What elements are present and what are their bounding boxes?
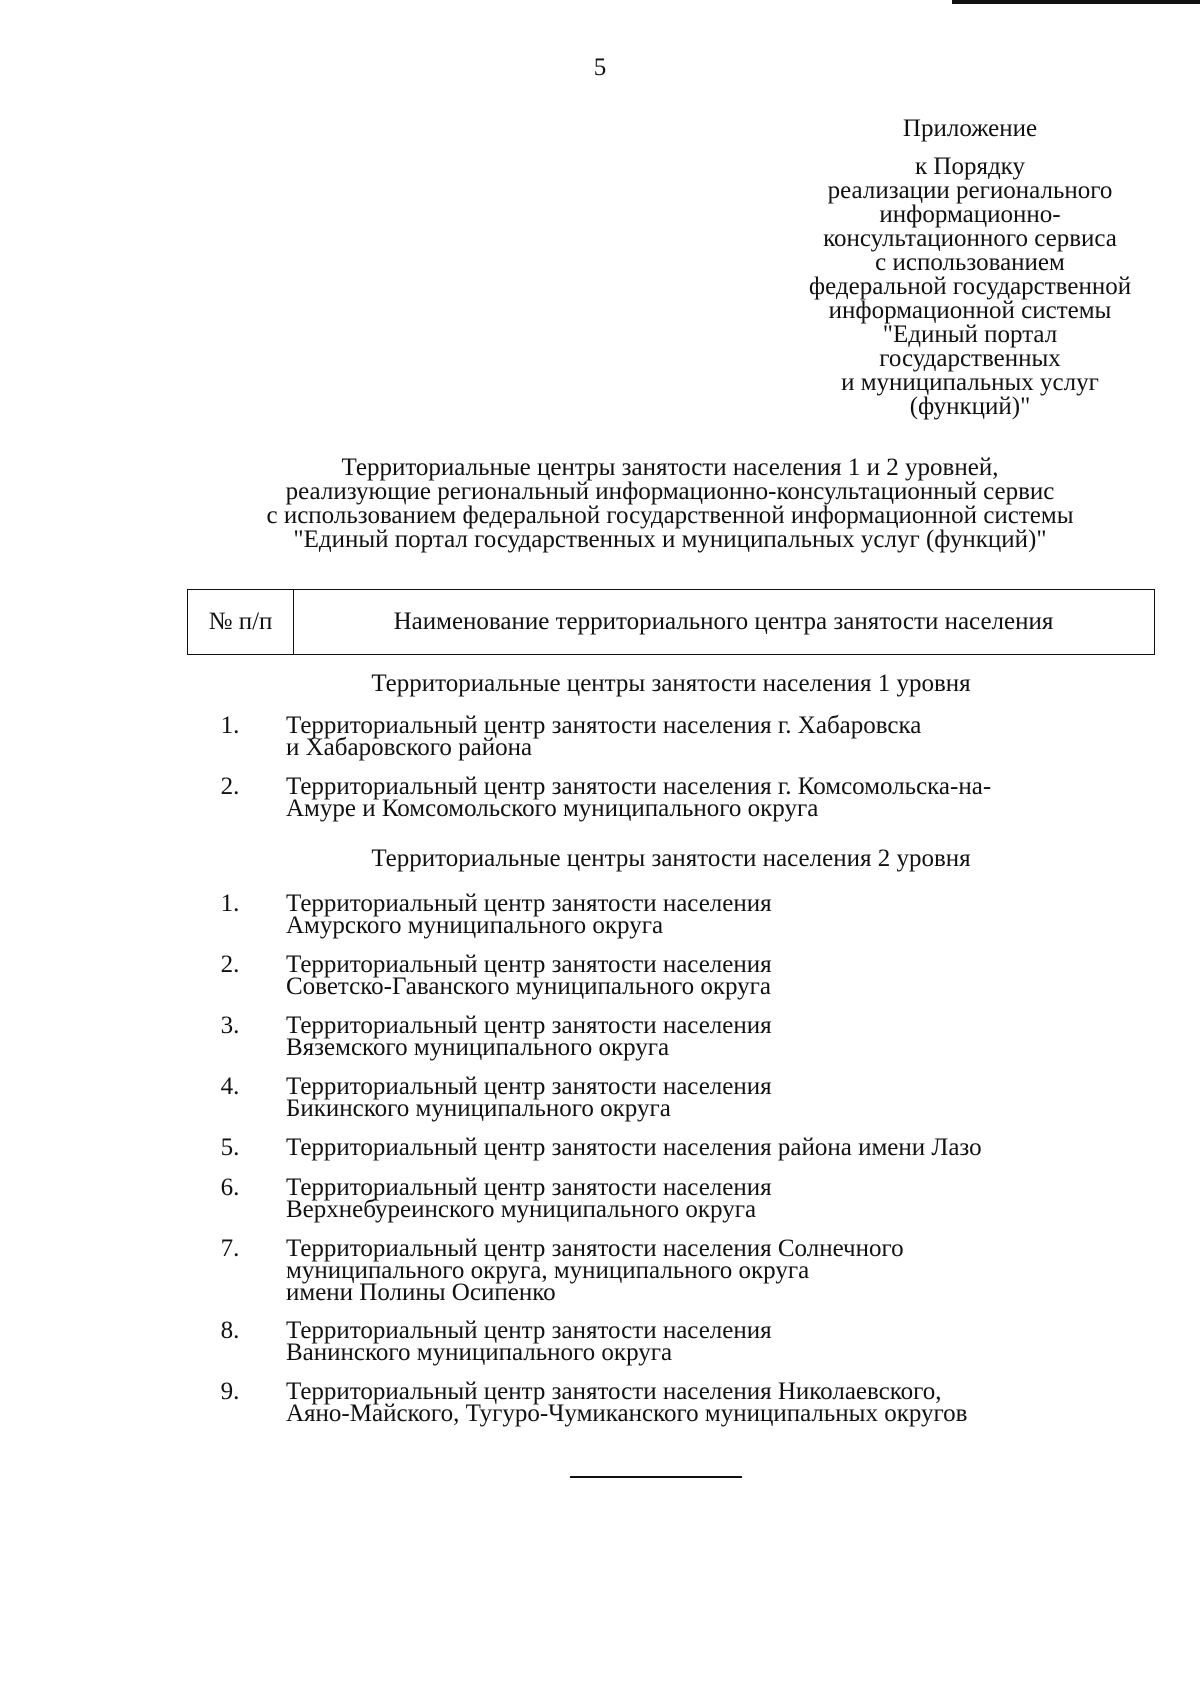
item-line: Территориальный центр занятости населения <box>286 1012 772 1039</box>
item-text <box>286 1378 1146 1427</box>
item-text <box>286 1235 1146 1306</box>
annex-line: к Порядку <box>915 153 1025 180</box>
annex-line: консультационного сервиса <box>823 225 1117 252</box>
item-line: Территориальный центр занятости населения <box>286 890 772 917</box>
item-line: Ванинского муниципального округа <box>286 1339 673 1366</box>
item-text <box>286 1073 1146 1122</box>
item-text <box>286 773 1146 822</box>
item-number: 2. <box>220 773 240 800</box>
annex-block <box>780 117 1160 419</box>
table-header <box>187 589 1155 655</box>
item-line: Территориальный центр занятости населения <box>286 1174 772 1201</box>
item-text <box>286 1012 1146 1061</box>
annex-line: и муниципальных услуг <box>841 369 1099 396</box>
item-line: Советско-Гаванского муниципального округа <box>286 973 772 1000</box>
item-number: 6. <box>220 1174 240 1201</box>
document-title-line: Территориальные центры занятости населения 1 и 2 уровней, <box>341 454 999 481</box>
document-title-line: с использованием федеральной государственной информационной системы <box>266 502 1074 529</box>
item-line: Бикинского муниципального округа <box>286 1095 671 1122</box>
item-number: 5. <box>220 1134 240 1161</box>
section-heading-level-2: Территориальные центры занятости населения 2 уровня <box>371 845 971 872</box>
item-line: Вяземского муниципального округа <box>286 1034 670 1061</box>
end-rule <box>570 1476 742 1478</box>
item-number: 9. <box>220 1378 240 1405</box>
item-line: Территориальный центр занятости населения <box>286 951 772 978</box>
item-line: Амурского муниципального округа <box>286 912 664 939</box>
annex-line: информационно- <box>879 201 1061 228</box>
item-line: Амуре и Комсомольского муниципального округа <box>286 795 819 822</box>
item-number: 2. <box>220 951 240 978</box>
column-header-number: № п/п <box>188 590 294 654</box>
item-line: и Хабаровского района <box>286 734 533 761</box>
item-text <box>286 1317 1146 1366</box>
item-line: Территориальный центр занятости населения Солнечного <box>286 1235 904 1262</box>
document-title-line: реализующие региональный информационно-консультационный сервис <box>285 478 1055 505</box>
annex-title: Приложение <box>902 115 1038 142</box>
page-number: 5 <box>593 54 607 81</box>
item-line: Территориальный центр занятости населения <box>286 1073 772 1100</box>
item-line: имени Полины Осипенко <box>286 1279 556 1306</box>
item-line: Территориальный центр занятости населения Николаевского, <box>286 1378 942 1405</box>
item-number: 1. <box>220 890 240 917</box>
item-text <box>286 712 1146 761</box>
item-line: Территориальный центр занятости населения г. Хабаровска <box>286 712 922 739</box>
item-text <box>286 951 1146 1000</box>
item-line: Территориальный центр занятости населения <box>286 1317 772 1344</box>
item-text <box>286 1134 1146 1161</box>
annex-line: государственных <box>879 345 1061 372</box>
annex-line: "Единый портал <box>882 321 1058 348</box>
item-line: Территориальный центр занятости населения г. Комсомольска-на- <box>286 773 992 800</box>
item-line: муниципального округа, муниципального округа <box>286 1257 810 1284</box>
column-header-name: Наименование территориального центра занятости населения <box>393 608 1054 635</box>
annex-line: реализации регионального <box>827 177 1113 204</box>
top-edge-rule <box>952 0 1200 4</box>
item-line: Территориальный центр занятости населения района имени Лазо <box>286 1134 982 1161</box>
item-line: Аяно-Майского, Тугуро-Чумиканского муниципальных округов <box>286 1400 968 1427</box>
item-line: Верхнебуреинского муниципального округа <box>286 1196 757 1223</box>
annex-line: федеральной государственной <box>808 273 1132 300</box>
annex-line: информационной системы <box>828 297 1112 324</box>
annex-line: с использованием <box>875 249 1065 276</box>
item-text <box>286 890 1146 939</box>
item-number: 4. <box>220 1073 240 1100</box>
item-number: 3. <box>220 1012 240 1039</box>
item-number: 8. <box>220 1317 240 1344</box>
item-text <box>286 1174 1146 1223</box>
item-number: 7. <box>220 1235 240 1262</box>
document-title <box>190 456 1150 552</box>
item-number: 1. <box>220 712 240 739</box>
section-heading-level-1: Территориальные центры занятости населения 1 уровня <box>371 670 971 697</box>
document-title-line: "Единый портал государственных и муниципальных услуг (функций)" <box>293 526 1047 553</box>
annex-line: (функций)" <box>909 393 1031 420</box>
